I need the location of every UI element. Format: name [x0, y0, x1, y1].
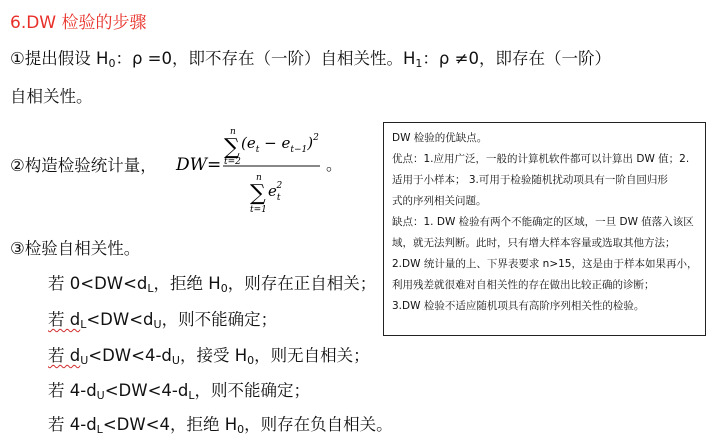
- num-open: (e: [241, 134, 256, 152]
- num-close: ): [307, 134, 314, 152]
- step1-continuation: 自相关性。: [10, 87, 93, 106]
- step1-prefix: ①提出假设 H: [10, 49, 109, 68]
- h1-subscript: 1: [415, 57, 423, 70]
- h1-text: ：ρ ≠0，即存在（一阶）: [422, 49, 611, 68]
- dw-symbol: DW: [176, 155, 208, 175]
- h0-subscript: 0: [108, 57, 116, 70]
- rule-3: 若 $d_U<DW<4-d_U$，接受 $H_0$，则无自相关；: [48, 346, 370, 367]
- note-line: 优点：1.应用广泛，一般的计算机软件都可以计算出 DW 值；2.: [392, 153, 690, 165]
- num-sub-t: t: [255, 145, 260, 155]
- num-sum-upper: n: [230, 127, 236, 137]
- note-line: 3.DW 检验不适应随机项具有高阶序列相关性的检验。: [392, 300, 645, 312]
- num-minus: − e: [259, 134, 291, 152]
- h0-text: ：ρ =0，即不存在（一阶）自相关性。H: [115, 49, 416, 68]
- section-title: 6.DW 检验的步骤: [10, 13, 147, 33]
- den-e: e: [268, 182, 277, 200]
- rule-5: 若 $4-d_L<DW<4$，拒绝 $H_0$，则存在负自相关。: [48, 415, 393, 436]
- num-sum-lower: t=2: [224, 157, 241, 167]
- rule-4: 若 $4-d_U<DW<4-d_L$，则不能确定；: [48, 381, 310, 402]
- equals-sign: =: [207, 155, 222, 175]
- dw-formula: [170, 118, 350, 218]
- num-power: 2: [313, 133, 319, 143]
- num-sum-icon: ∑: [224, 135, 240, 160]
- dw-pros-cons-note: [383, 122, 706, 336]
- den-sum-lower: t=1: [250, 205, 267, 215]
- rule-1: 若 $0<DW<d_L$，拒绝 $H_0$，则存在正自相关；: [48, 274, 377, 295]
- note-line: 适用于小样本； 3.可用于检验随机扰动项具有一阶自回归形: [392, 174, 668, 186]
- note-line: 式的序列相关问题。: [392, 195, 487, 207]
- den-sum-upper: n: [256, 173, 262, 183]
- svg-text:(et − et−1)2: [241, 133, 319, 155]
- den-power: 2: [276, 181, 283, 191]
- note-line: DW 检验的优缺点。: [392, 132, 488, 144]
- step1-hypothesis: [10, 45, 611, 70]
- note-line: 缺点：1. DW 检验有两个不能确定的区域，一旦 DW 值落入该区: [392, 216, 694, 228]
- formula-end: 。: [326, 155, 343, 174]
- step3-label: ③检验自相关性。: [10, 239, 141, 258]
- step2-label: ②构造检验统计量，: [10, 156, 157, 175]
- note-line: 2.DW 统计量的上、下界表要求 n>15，这是由于样本如果再小，: [392, 258, 698, 270]
- rule-2: 若 $d_L<DW<d_U$，则不能确定；: [48, 310, 278, 331]
- svg-text:et2: [268, 181, 283, 203]
- note-line: 利用残差就很难对自相关性的存在做出比较正确的诊断；: [392, 279, 655, 291]
- note-line: 域，就无法判断。此时，只有增大样本容量或选取其他方法；: [392, 237, 676, 249]
- den-sub-t: t: [276, 193, 281, 203]
- den-sum-icon: ∑: [250, 181, 266, 206]
- num-sub-t1: t−1: [290, 145, 308, 155]
